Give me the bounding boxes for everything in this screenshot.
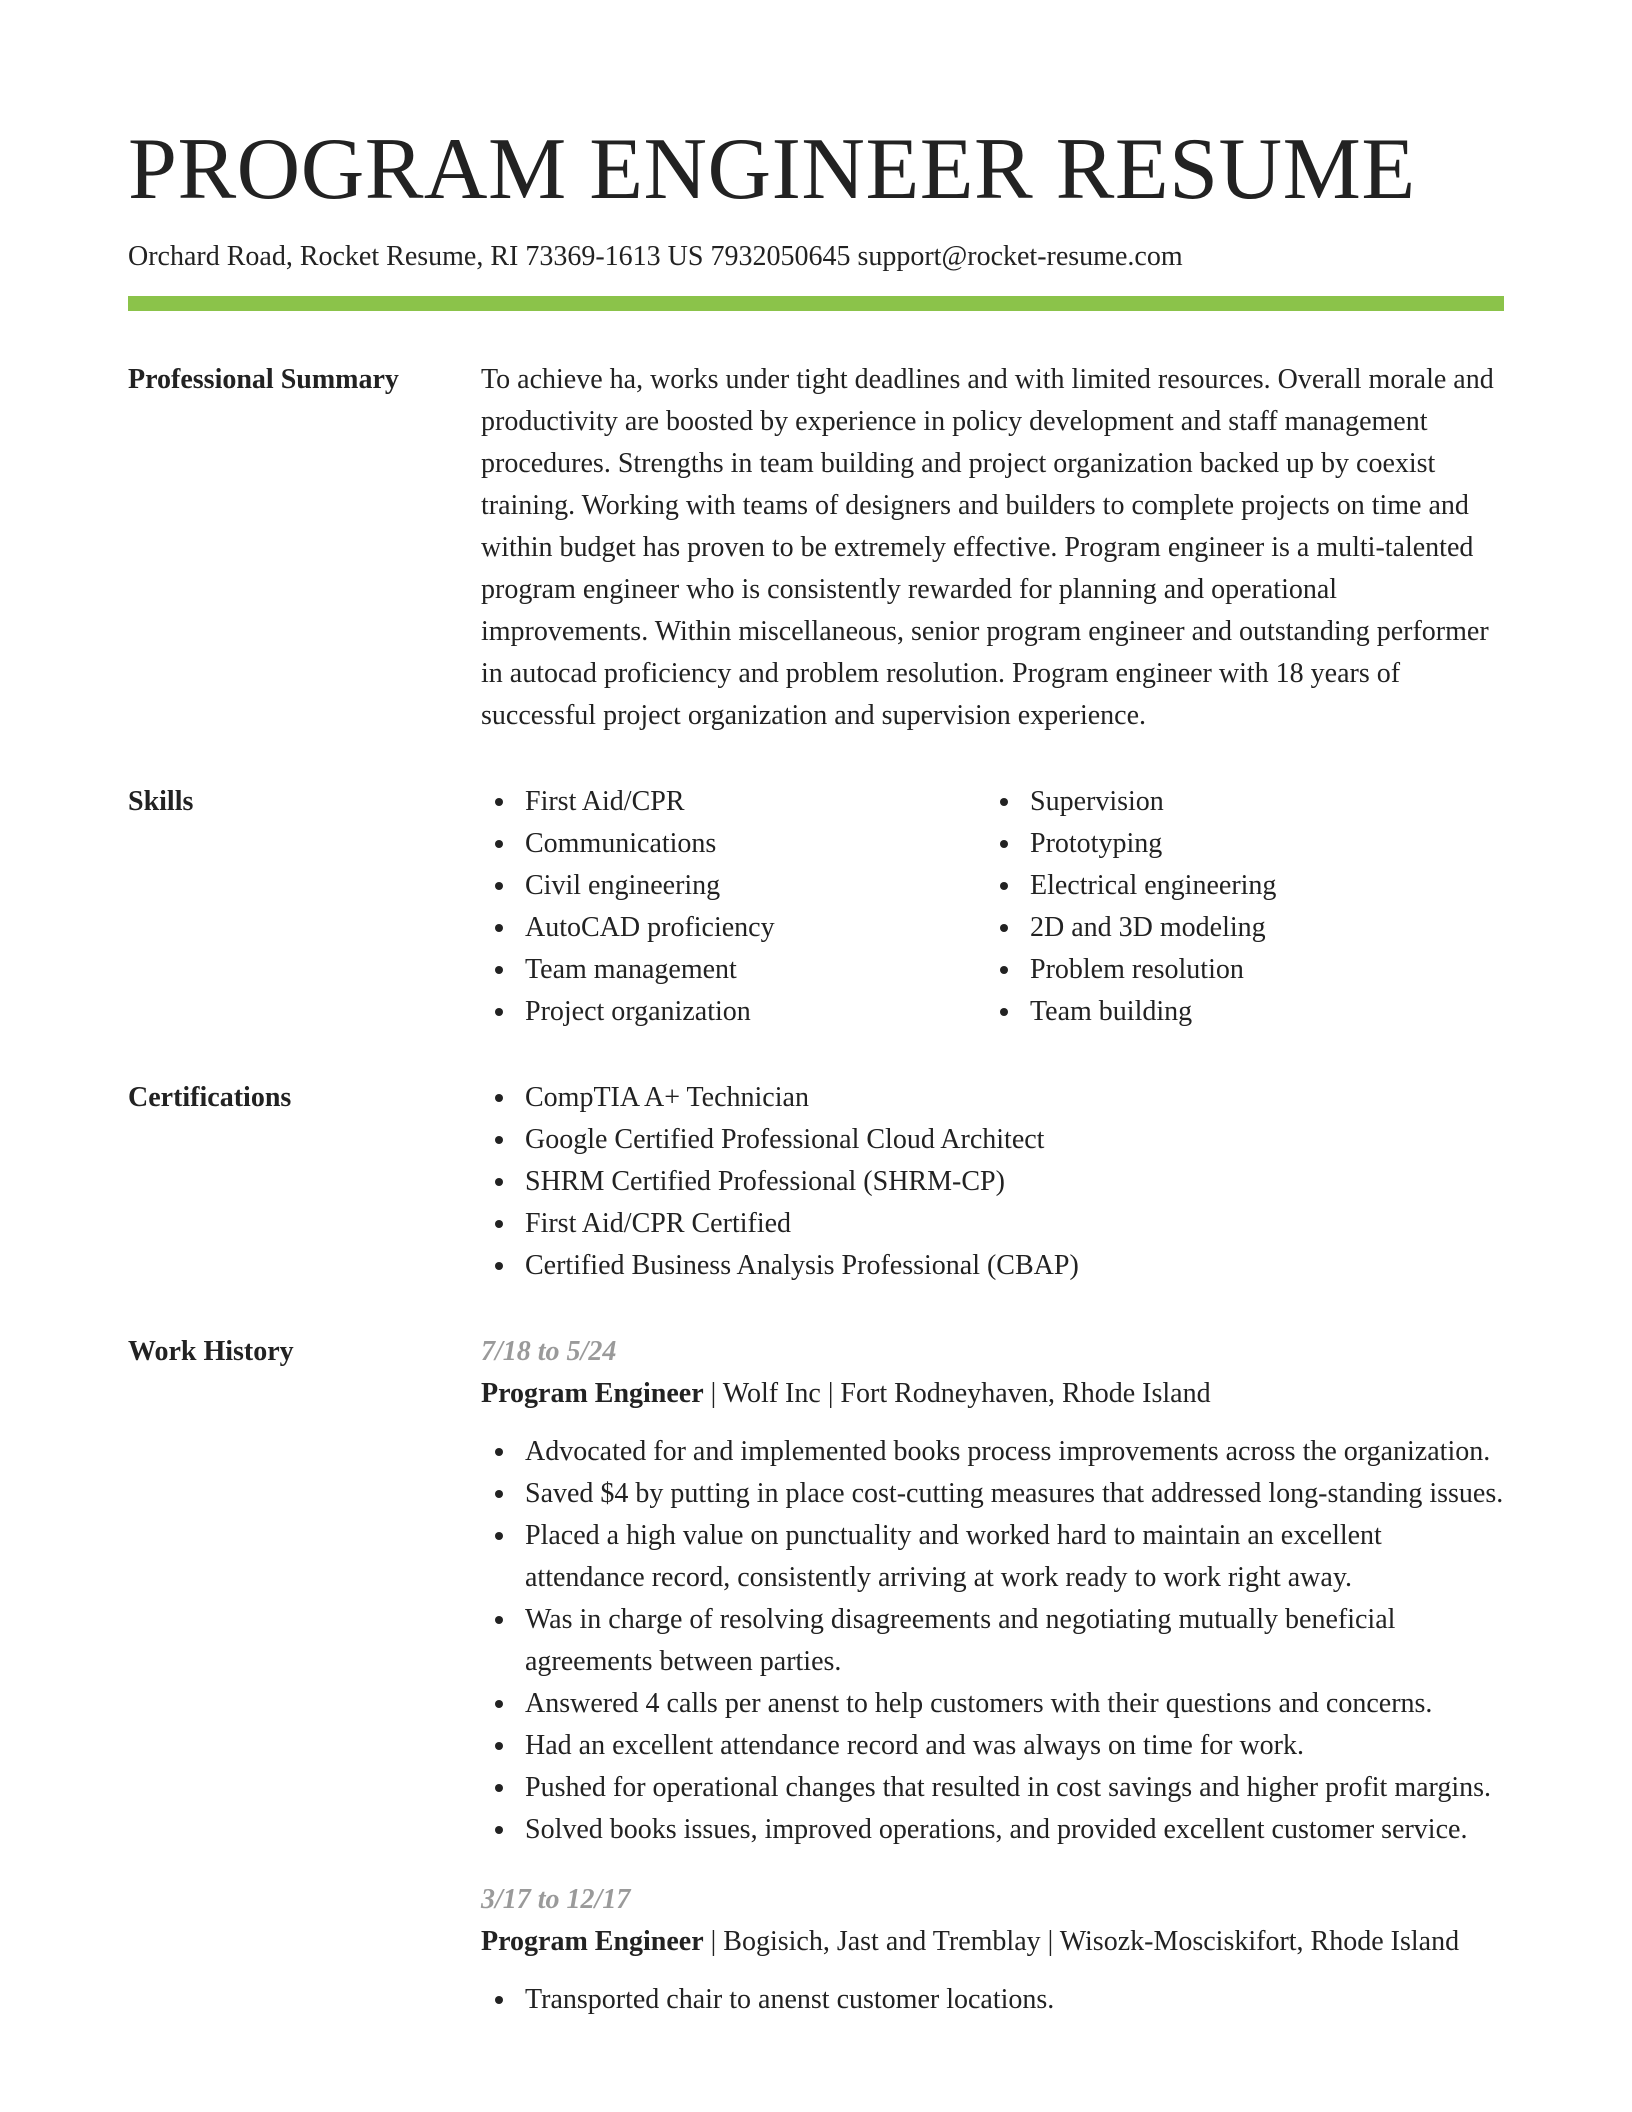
certifications-list <box>481 1077 1504 1287</box>
job-bullet: Transported chair to anenst customer locations. <box>481 1979 1504 2021</box>
skill-item: Team building <box>986 991 1491 1033</box>
skill-item: First Aid/CPR <box>481 781 986 823</box>
skill-item: Electrical engineering <box>986 865 1491 907</box>
page-title: PROGRAM ENGINEER RESUME <box>128 121 1416 218</box>
skills-section <box>128 781 1504 1033</box>
header-divider <box>128 296 1504 311</box>
certification-item: First Aid/CPR Certified <box>481 1203 1504 1245</box>
certification-item: CompTIA A+ Technician <box>481 1077 1504 1119</box>
job-bullet: Saved $4 by putting in place cost-cutting measures that addressed long-standing issues. <box>481 1473 1504 1515</box>
skills-label: Skills <box>128 786 194 817</box>
job-details: | Wolf Inc | Fort Rodneyhaven, Rhode Island <box>703 1378 1211 1409</box>
work-history-content <box>481 1331 1504 2021</box>
certification-item: Certified Business Analysis Professional (CBAP) <box>481 1245 1504 1287</box>
certifications-section <box>128 1077 1504 1287</box>
job-bullet: Had an excellent attendance record and was always on time for work. <box>481 1725 1504 1767</box>
job-bullets <box>481 1431 1504 1851</box>
certification-item: SHRM Certified Professional (SHRM-CP) <box>481 1161 1504 1203</box>
job-entry <box>481 1331 1504 1851</box>
work-history-section <box>128 1331 1504 2021</box>
work-history-label: Work History <box>128 1336 294 1367</box>
skill-item: AutoCAD proficiency <box>481 907 986 949</box>
job-bullet: Advocated for and implemented books process improvements across the organization. <box>481 1431 1504 1473</box>
certifications-label: Certifications <box>128 1082 292 1113</box>
summary-section <box>128 359 1504 737</box>
summary-label: Professional Summary <box>128 364 399 395</box>
summary-text: To achieve ha, works under tight deadlines and with limited resources. Overall morale and productivity are boosted by experience in policy development and staff management procedures. Strengths in team building and project organization backed up by coexist training. Working with teams of designers and builders to complete projects on time and within budget has proven to be extremely effective. Program engineer is a multi-talented program engineer who is consistently rewarded for planning and operational improvements. Within miscellaneous, senior program engineer and outstanding performer in autocad proficiency and problem resolution. Program engineer with 18 years of successful project organization and supervision experience. <box>481 364 1494 731</box>
job-bullet: Was in charge of resolving disagreements and negotiating mutually beneficial agreements between parties. <box>481 1599 1504 1683</box>
job-bullets <box>481 1979 1504 2021</box>
job-bullet: Pushed for operational changes that resulted in cost savings and higher profit margins. <box>481 1767 1504 1809</box>
certification-item: Google Certified Professional Cloud Architect <box>481 1119 1504 1161</box>
skill-item: Supervision <box>986 781 1491 823</box>
skill-item: Prototyping <box>986 823 1491 865</box>
job-heading <box>481 1921 1504 1963</box>
job-bullet: Placed a high value on punctuality and worked hard to maintain an excellent attendance record, consistently arriving at work ready to work right away. <box>481 1515 1504 1599</box>
contact-info: Orchard Road, Rocket Resume, RI 73369-1613 US 7932050645 support@rocket-resume.com <box>128 241 1183 272</box>
skill-item: Communications <box>481 823 986 865</box>
job-date: 3/17 to 12/17 <box>481 1884 631 1915</box>
job-bullet: Answered 4 calls per anenst to help customers with their questions and concerns. <box>481 1683 1504 1725</box>
job-heading <box>481 1373 1504 1415</box>
job-title: Program Engineer <box>481 1378 704 1409</box>
skill-item: 2D and 3D modeling <box>986 907 1491 949</box>
job-bullet: Solved books issues, improved operations, and provided excellent customer service. <box>481 1809 1504 1851</box>
job-entry <box>481 1879 1504 2021</box>
job-date: 7/18 to 5/24 <box>481 1336 617 1367</box>
certifications-content <box>481 1077 1504 1287</box>
skill-item: Team management <box>481 949 986 991</box>
job-title: Program Engineer <box>481 1926 704 1957</box>
job-details: | Bogisich, Jast and Tremblay | Wisozk-Mosciskifort, Rhode Island <box>703 1926 1460 1957</box>
skill-item: Problem resolution <box>986 949 1491 991</box>
skills-list-left <box>481 781 986 1033</box>
skill-item: Civil engineering <box>481 865 986 907</box>
skills-list-right <box>986 781 1491 1033</box>
skill-item: Project organization <box>481 991 986 1033</box>
skills-grid <box>481 781 1504 1033</box>
